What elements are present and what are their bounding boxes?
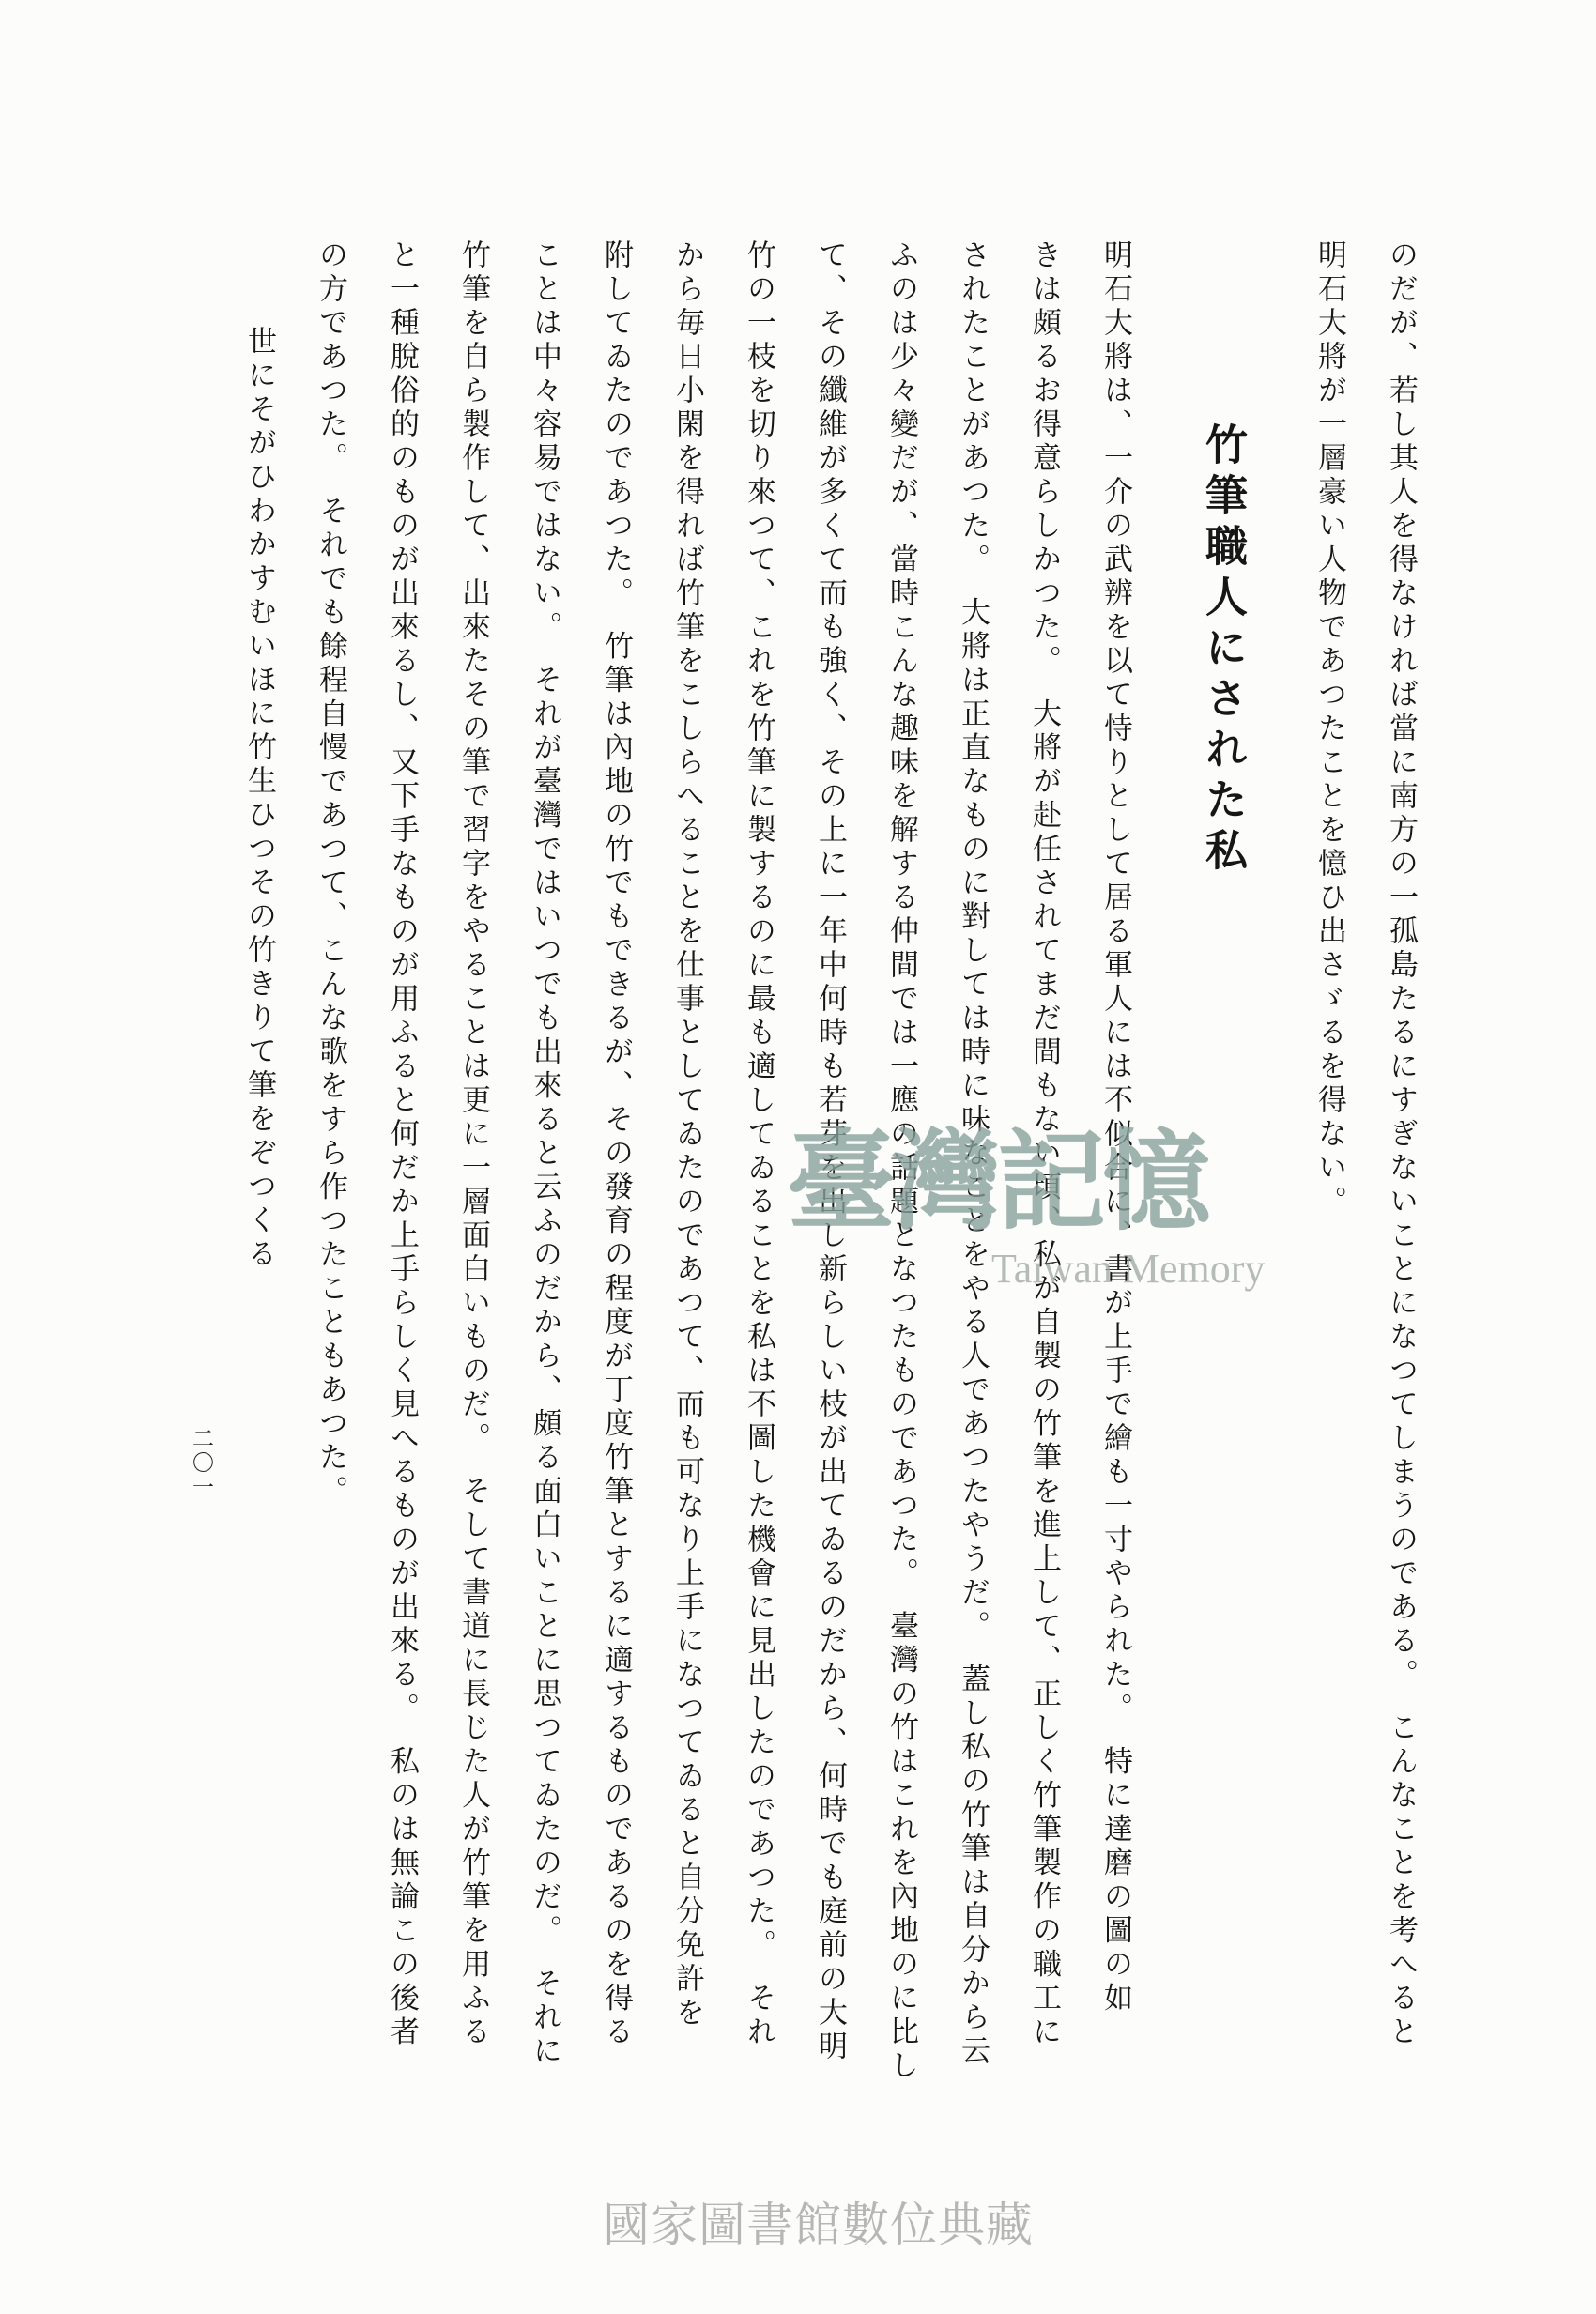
text-column: きは頗るお得意らしかつた。 大將が赴任されてまだ間もない頃、私が自製の竹筆を進上して、正しく竹筆製作の職工に bbox=[1027, 239, 1061, 2050]
text-column: 明石大將が一層豪い人物であつたことを憶ひ出さゞるを得ない。 bbox=[1312, 239, 1346, 1219]
text-column: から毎日小閑を得れば竹筆をこしらへることを仕事としてゐたのであつて、而も可なり上手になつてゐると自分免許を bbox=[670, 239, 704, 2030]
chapter-title: 竹筆職人にされた私 bbox=[1198, 422, 1248, 879]
library-footer-caption: 國家圖書館數位典藏 bbox=[603, 2198, 1034, 2252]
text-column: の方であつた。 それでも餘程自慢であつて、こんな歌をすら作つたこともあつた。 bbox=[314, 239, 347, 1509]
text-column: されたことがあつた。 大將は正直なものに對しては時に味なことをやる人であつたやうだ。 蓋し私の竹筆は自分から云 bbox=[956, 239, 990, 2069]
text-column: ことは中々容易ではない。 それが臺灣ではいつでも出來ると云ふのだから、頗る面白いことに思つてゐたのだ。 それに bbox=[528, 239, 561, 2069]
poem-line: 世にそがひわかすむいほに竹生ひつその竹きりて筆をぞつくる bbox=[242, 326, 276, 1272]
watermark-latin-text: Taiwan Memory bbox=[991, 1246, 1266, 1292]
watermark-kanji-text: 臺灣記憶 bbox=[787, 1118, 1207, 1246]
text-column: 竹の一枝を切り來つて、これを竹筆に製するのに最も適してゐることを私は不圖した機會に見出したのであつた。 それ bbox=[742, 239, 775, 2050]
text-column: 附してゐたのであつた。 竹筆は內地の竹でもできるが、その發育の程度が丁度竹筆とするに適するものであるのを得る bbox=[599, 239, 633, 2050]
text-column: のだが、若し其人を得なければ當に南方の一孤島たるにすぎないことになつてしまうのである。 こんなことを考へると bbox=[1384, 239, 1418, 2050]
page-number: 二〇一 bbox=[189, 1427, 213, 1500]
text-column: て、その纖維が多くて而も強く、その上に一年中何時も若芽を出し新らしい枝が出てゐるのだから、何時でも庭前の大明 bbox=[813, 239, 847, 2064]
text-column: ふのは少々變だが、當時こんな趣味を解する仲間では一應の話題となつたものであつた。 臺灣の竹はこれを內地のに比し bbox=[884, 239, 918, 2084]
text-column: と一種脫俗的のものが出來るし、又下手なものが用ふると何だか上手らしく見へるものが出來る。 私のは無論この後者 bbox=[385, 239, 419, 2050]
vertical-text-block bbox=[223, 239, 1436, 2131]
text-column: 明石大將は、一介の武辨を以て恃りとして居る軍人には不似合に、書が上手で繪も一寸やられた。 特に達磨の圖の如 bbox=[1098, 239, 1132, 2016]
text-column: 竹筆を自ら製作して、出來たその筆で習字をやることは更に一層面白いものだ。 そして書道に長じた人が竹筆を用ふる bbox=[456, 239, 490, 2050]
